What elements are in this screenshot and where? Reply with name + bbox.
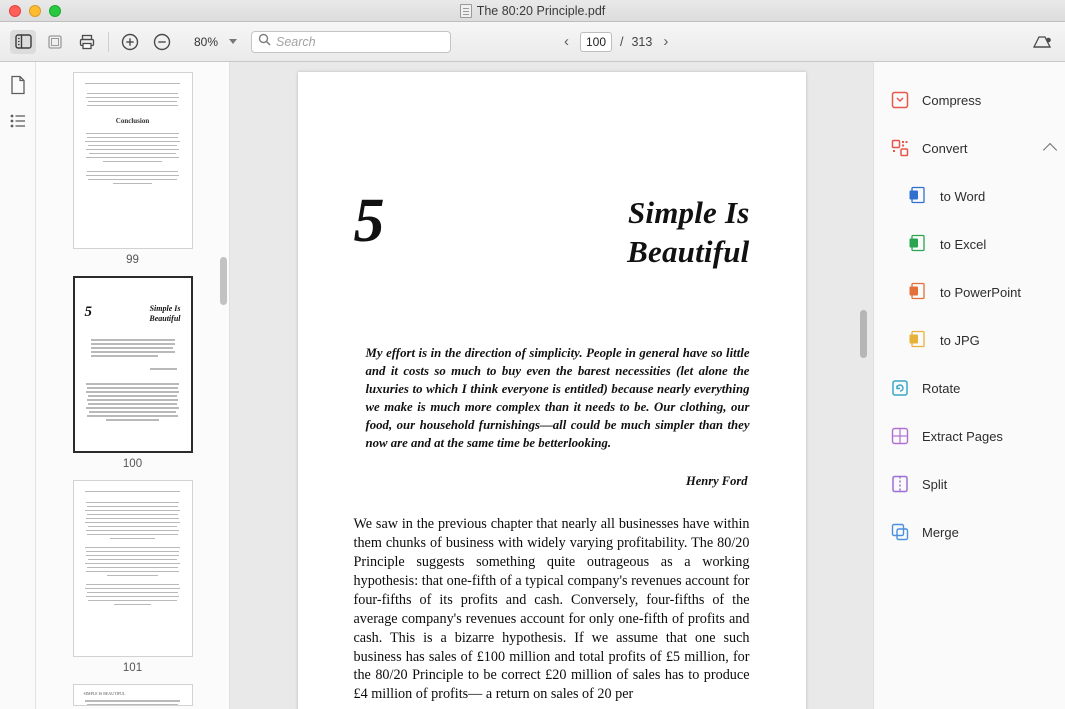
share-export-icon[interactable]	[1029, 30, 1055, 54]
window-titlebar	[0, 0, 1065, 22]
tool-label: Split	[922, 476, 948, 492]
app-body	[0, 62, 1065, 709]
merge-icon	[890, 522, 910, 542]
convert-icon	[890, 138, 910, 158]
pdf-document-icon	[460, 4, 472, 18]
zoom-level-selector[interactable]	[185, 35, 237, 49]
thumbnail-item-selected[interactable]	[36, 276, 229, 470]
window-title-group	[0, 4, 1065, 18]
previous-page-button[interactable]: ‹	[564, 33, 569, 50]
thumbnail-sidebar[interactable]	[36, 62, 230, 709]
epigraph-text: My effort is in the direction of simplicity. People in general have so little and it costs so much to buy even the barest necessities (let alone the luxuries to which I think everyone is entitled) because nearly everything we make is much more complex than it needs to be. Our clothing, our food, our household furnishings—all could be much simpler than they now are and at the same time be betterlooking.	[365, 345, 750, 451]
split-icon	[890, 474, 910, 494]
page-separator: /	[620, 34, 624, 49]
tool-label: to Excel	[940, 236, 987, 252]
minimize-window-button[interactable]	[29, 5, 41, 17]
tool-item-split[interactable]	[874, 460, 1065, 508]
thumbnail-preview[interactable]	[73, 72, 193, 249]
tool-label: to Word	[940, 188, 986, 204]
outline-list-icon[interactable]	[7, 110, 29, 132]
thumbnail-item[interactable]	[36, 684, 229, 706]
tool-item-convert[interactable]	[874, 124, 1065, 172]
tool-item-merge[interactable]	[874, 508, 1065, 556]
thumbnail-preview[interactable]	[73, 276, 193, 453]
chevron-up-icon[interactable]	[1043, 142, 1057, 156]
chapter-title-line-2: Beautiful	[627, 233, 750, 269]
search-field[interactable]	[251, 31, 451, 53]
total-pages-label: 313	[631, 34, 653, 49]
chapter-title	[627, 194, 749, 272]
thumbnail-item[interactable]	[36, 72, 229, 266]
thumbnail-preview[interactable]	[73, 480, 193, 657]
toolbar-divider	[108, 32, 109, 52]
left-icon-rail	[0, 62, 36, 709]
chapter-number: 5	[353, 187, 385, 255]
tool-item-extract-pages[interactable]	[874, 412, 1065, 460]
search-icon	[258, 33, 271, 51]
document-scrollbar[interactable]	[860, 310, 867, 358]
thumbnail-preview[interactable]	[73, 684, 193, 706]
tool-label: Merge	[922, 524, 959, 540]
toolbar-left-group	[10, 30, 100, 54]
tool-item-to-powerpoint[interactable]	[874, 268, 1065, 316]
thumbnail-content: SIMPLE IS BEAUTIFUL	[74, 685, 192, 706]
epigraph-attribution: Henry Ford	[686, 474, 748, 489]
tool-label: to JPG	[940, 332, 980, 348]
page-navigation	[561, 32, 671, 52]
thumbnail-page-number: 99	[126, 254, 139, 266]
zoom-group	[117, 30, 237, 54]
tool-label: Compress	[922, 92, 982, 108]
chevron-down-icon[interactable]	[229, 39, 237, 44]
window-controls	[0, 5, 61, 17]
tool-item-compress[interactable]	[874, 76, 1065, 124]
thumbnail-page-number: 101	[122, 662, 143, 674]
jpg-image-icon	[908, 330, 928, 350]
tools-panel	[873, 62, 1065, 709]
thumbnail-content: 5 Simple Is Beautiful	[75, 278, 191, 421]
rotate-icon	[890, 378, 910, 398]
powerpoint-doc-icon	[908, 282, 928, 302]
zoom-in-icon[interactable]	[117, 30, 143, 54]
body-paragraph: We saw in the previous chapter that nearly all businesses have within them chunks of business with widely varying profitability. The 80/20 Principle suggests something quite outrageous as a working hypothesis: that one-fifth of a typical company's revenues account for four-fifths of its profits and cash. Conversely, four-fifths of the average company's revenues account for only one-fifth of profits and cash. This is a bizarre hypothesis. If we assume that one such business has sales of £100 million and total profits of £5 million, for the 80/20 Principle to be correct £20 million of sales has to produce £4 million of profits— a return on sales of 20 per	[353, 516, 750, 703]
toolbar-right-group	[1029, 30, 1055, 54]
excel-doc-icon	[908, 234, 928, 254]
print-icon[interactable]	[74, 30, 100, 54]
tool-item-rotate[interactable]	[874, 364, 1065, 412]
next-page-button[interactable]: ›	[663, 33, 669, 50]
zoom-level-value: 80%	[193, 34, 219, 49]
search-input[interactable]	[276, 35, 444, 49]
close-window-button[interactable]	[9, 5, 21, 17]
tool-label: Rotate	[922, 380, 961, 396]
thumbnail-view-icon[interactable]	[42, 30, 68, 54]
tool-label: to PowerPoint	[940, 284, 1021, 300]
chapter-heading	[353, 187, 750, 272]
thumbnail-content	[74, 481, 192, 605]
tool-label: Convert	[922, 140, 968, 156]
document-viewer[interactable]	[230, 62, 873, 709]
tool-item-to-excel[interactable]	[874, 220, 1065, 268]
maximize-window-button[interactable]	[49, 5, 61, 17]
word-doc-icon	[908, 186, 928, 206]
sidebar-toggle-icon[interactable]	[10, 30, 36, 54]
thumbnail-page-number: 100	[122, 458, 143, 470]
tool-item-to-jpg[interactable]	[874, 316, 1065, 364]
tool-label: Extract Pages	[922, 428, 1003, 444]
document-page	[298, 72, 806, 709]
zoom-out-icon[interactable]	[149, 30, 175, 54]
compress-icon	[890, 90, 910, 110]
chapter-title-line-1: Simple Is	[627, 195, 750, 230]
extract-pages-icon	[890, 426, 910, 446]
page-view-icon[interactable]	[7, 74, 29, 96]
thumbnail-content: Conclusion	[74, 73, 192, 184]
window-title: The 80:20 Principle.pdf	[476, 3, 606, 18]
main-toolbar	[0, 22, 1065, 62]
thumbnail-item[interactable]	[36, 480, 229, 674]
tool-item-to-word[interactable]	[874, 172, 1065, 220]
thumbnail-scrollbar[interactable]	[220, 257, 227, 305]
current-page-input[interactable]: 100	[580, 32, 612, 52]
